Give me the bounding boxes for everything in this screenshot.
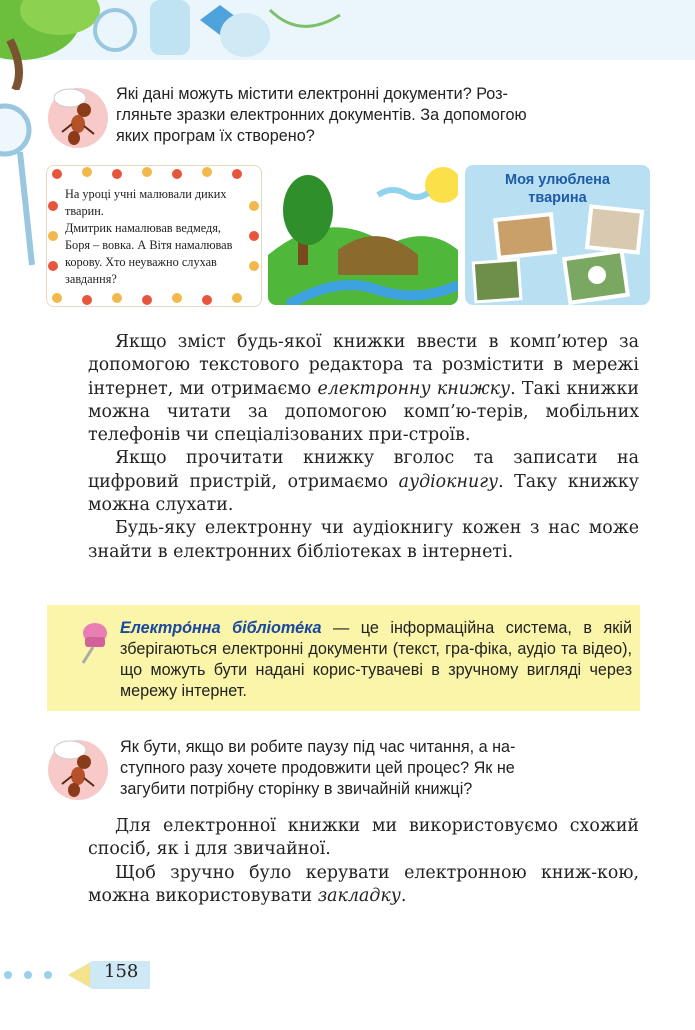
ant-thinking-icon — [48, 88, 108, 148]
closing-text — [88, 815, 639, 908]
header-decoration — [0, 0, 695, 90]
definition-box — [47, 605, 640, 711]
paragraph: Для електронної книжки ми використовуємо схожий спосіб, як і для звичайної. — [88, 816, 639, 860]
text-document-sample — [46, 165, 262, 307]
paragraph: Якщо прочитати книжку вголос та записати на цифровий пристрій, отримаємо аудіокнигу. Таку книжку можна слухати. — [88, 448, 639, 516]
magnifier-decoration — [0, 90, 40, 270]
definition-text: Електро́нна бібліоте́ка — це інформаційна система, в якій зберігаються електронні документи (текст, гра-фіка, аудіо та відео), що можуть бути надані корис-тувачеві в зручному вигляді через мережу інтернет. — [120, 619, 632, 700]
doc-line: тварин. — [65, 204, 104, 218]
doc-line: Дмитрик намалював ведмедя, — [65, 221, 222, 235]
paragraph: Будь-яку електронну чи аудіокнигу кожен з нас може знайти в електронних бібліотеках в інтернеті. — [88, 518, 639, 562]
page-number: 158 — [104, 961, 139, 982]
presentation-sample — [465, 165, 650, 305]
paragraph: Якщо зміст будь-якої книжки ввести в комп’ютер за допомогою текстового редактора та розмістити в мережі інтернет, ми отримаємо електронну книжку. Такі книжки можна читати за допомогою комп’ю-терів, мобільних телефонів чи спеціалізованих при-строїв. — [88, 332, 639, 446]
animal-photos — [465, 165, 650, 305]
doc-line: корову. Хто неуважно слухав — [65, 255, 217, 269]
doc-line: Боря – вовка. А Вітя намалював — [65, 238, 233, 252]
definition-term: Електро́нна бібліоте́ка — [120, 619, 322, 637]
question-2: Як бути, якщо ви робите паузу під час читання, а на- ступного разу хочете продовжити цей процес? Як не загубити потрібну сторінку в звичайній книжці? — [120, 738, 516, 798]
doc-line: завдання? — [65, 272, 117, 286]
paragraph: Щоб зручно було керувати електронною книж-кою, можна використовувати закладку. — [88, 862, 639, 906]
drawing-sample — [268, 165, 458, 305]
doc-line: На уроці учні малювали диких — [65, 187, 227, 201]
presentation-title: Моя улюблена тварина — [504, 172, 610, 206]
pushpin-icon — [73, 619, 113, 669]
ant-thinking-icon — [48, 740, 108, 800]
main-text — [88, 331, 639, 564]
question-1: Які дані можуть містити електронні документи? Роз- гляньте зразки електронних документів. За допомогою яких програм їх створено? — [116, 85, 527, 145]
